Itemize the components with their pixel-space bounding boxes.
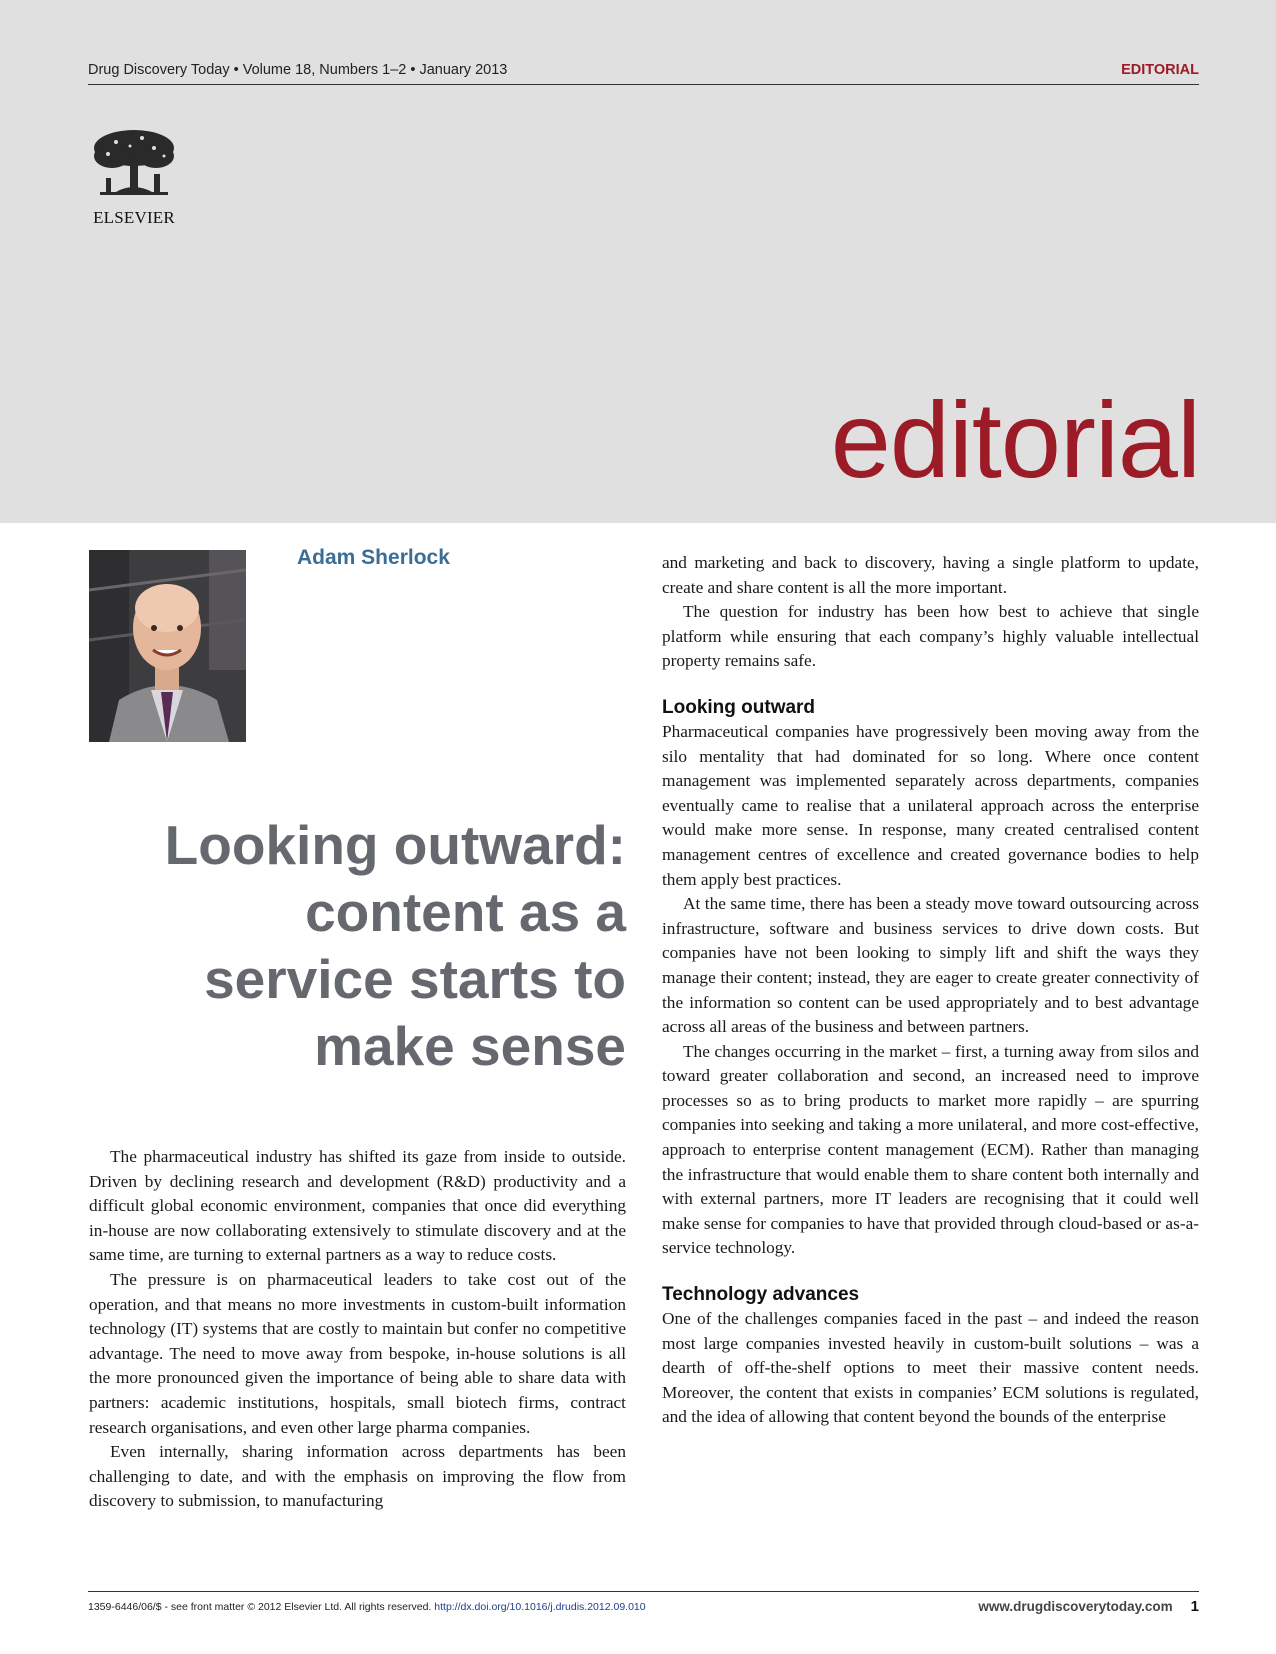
page-number: 1 <box>1190 1598 1199 1615</box>
page-footer <box>88 1591 1199 1615</box>
right-column <box>662 551 1199 1430</box>
left-column <box>89 1145 626 1514</box>
running-head <box>88 60 1199 85</box>
section-label: EDITORIAL <box>1121 62 1199 78</box>
author-photo <box>89 550 246 742</box>
website-link[interactable]: www.drugdiscoverytoday.com <box>978 1599 1173 1614</box>
title-line: Looking outward: <box>164 814 626 876</box>
footer-copyright <box>88 1601 646 1613</box>
article-title <box>110 812 626 1080</box>
elsevier-logo <box>86 126 182 226</box>
title-line: content as a <box>305 881 626 943</box>
journal-info: Drug Discovery Today • Volume 18, Numbers 1–2 • January 2013 <box>88 62 508 78</box>
body-paragraph: Even internally, sharing information across departments has been challenging to date, and with the emphasis on improving the flow from discovery to submission, to manufacturing <box>89 1442 626 1511</box>
section-heading: Looking outward <box>662 696 816 718</box>
body-paragraph: and marketing and back to discovery, having a single platform to update, create and share content is all the more important. <box>662 553 1199 597</box>
body-paragraph: The pressure is on pharmaceutical leaders to take cost out of the operation, and that means no more investments in custom-built information technology (IT) systems that are costly to maintain but confer no competitive advantage. The need to move away from bespoke, in-house solutions is all the more pronounced given the importance of being able to share data with partners: academic institutions, hospitals, small biotech firms, contract research organisations, and even other large pharma companies. <box>89 1269 626 1437</box>
title-line: service starts to <box>204 948 626 1010</box>
body-paragraph: The changes occurring in the market – first, a turning away from silos and toward greater collaboration and second, an increased need to improve processes so as to bring products to market more rapidly – are spurring companies into seeking and taking a more unilateral, and more cost-effective, approach to enterprise content management (ECM). Rather than managing the infrastructure that would enable them to share content both internally and with external partners, more IT leaders are recognising that it could well make sense for companies to have that provided through cloud-based or as-a-service technology. <box>662 1041 1199 1258</box>
title-line: make sense <box>314 1015 626 1077</box>
elsevier-wordmark: ELSEVIER <box>93 208 175 227</box>
editorial-banner-word: editorial <box>830 379 1200 500</box>
body-paragraph: At the same time, there has been a steady move toward outsourcing across infrastructure, software and business services to drive down costs. But companies have not been looking to simply lift and shift the ways they manage their content; instead, they are eager to create greater connectivity of the information so content can be used appropriately and to best advantage across all areas of the business and between partners. <box>662 894 1199 1037</box>
body-paragraph: One of the challenges companies faced in the past – and indeed the reason most large companies invested heavily in custom-built solutions – was a dearth of off-the-shelf options to meet their massive content needs. Moreover, the content that exists in companies’ ECM solutions is regulated, and the idea of allowing that content beyond the bounds of the enterprise <box>662 1309 1199 1427</box>
body-paragraph: The pharmaceutical industry has shifted its gaze from inside to outside. Driven by declining research and development (R&D) productivity and a difficult global economic environment, companies that once did everything in-house are now collaborating extensively to stimulate discovery and at the same time, are turning to external partners as a way to reduce costs. <box>89 1147 626 1265</box>
author-portrait-icon <box>89 550 246 742</box>
author-name: Adam Sherlock <box>297 546 450 569</box>
doi-link[interactable]: http://dx.doi.org/10.1016/j.drudis.2012.09.010 <box>434 1601 646 1613</box>
issn-text: 1359-6446/06/$ - see front matter © 2012 Elsevier Ltd. All rights reserved. <box>88 1601 432 1613</box>
body-paragraph: The question for industry has been how best to achieve that single platform while ensuring that each company’s highly valuable intellectual property remains safe. <box>662 602 1199 671</box>
footer-right <box>978 1598 1199 1615</box>
elsevier-tree-icon <box>86 126 182 206</box>
body-paragraph: Pharmaceutical companies have progressively been moving away from the silo mentality that had dominated for so long. Where once content management was implemented separately across departments, companies eventually came to realise that a unilateral approach across the enterprise would make more sense. In response, many created centralised content management centres of excellence and created governance bodies to help them apply best practices. <box>662 721 1199 889</box>
section-heading: Technology advances <box>662 1284 860 1306</box>
